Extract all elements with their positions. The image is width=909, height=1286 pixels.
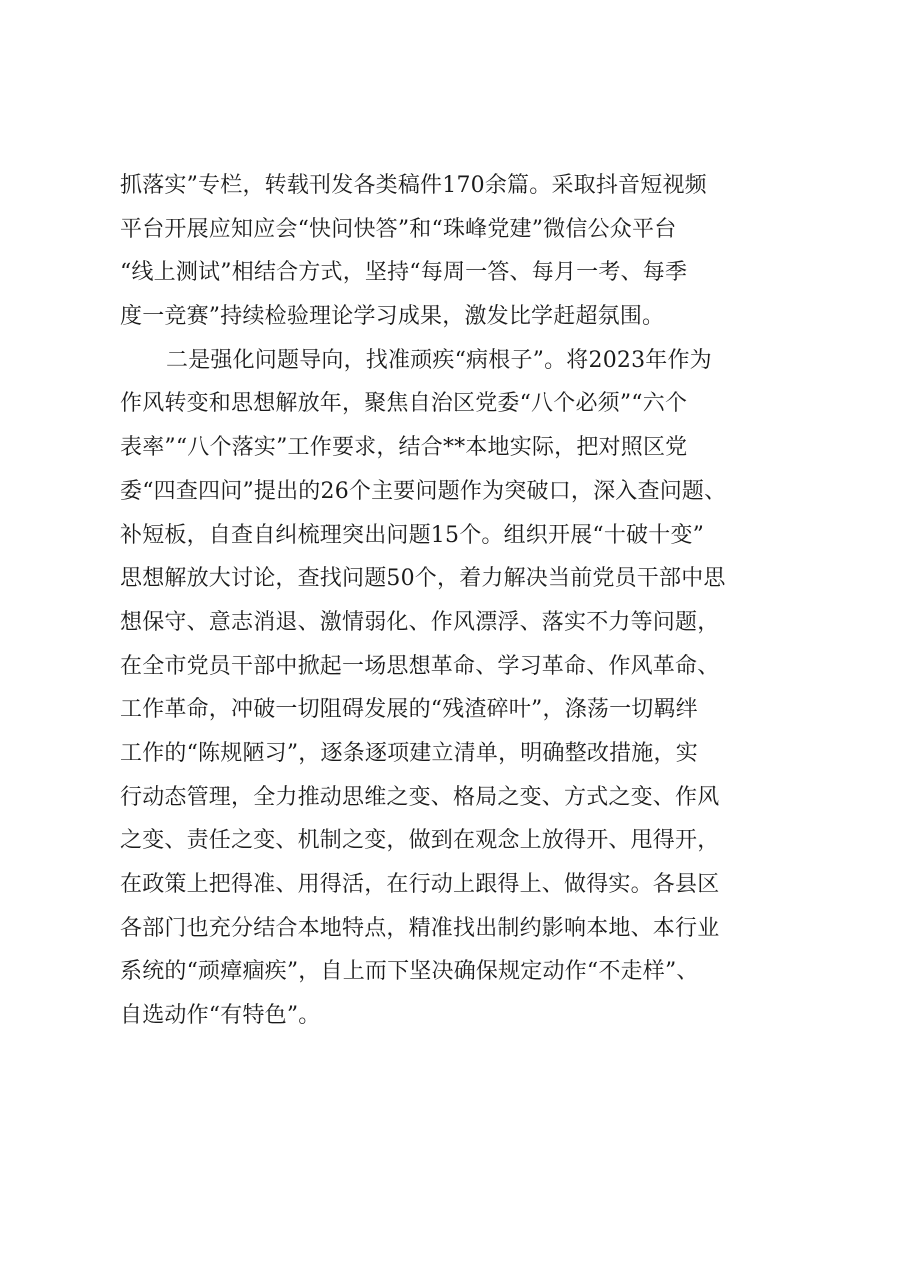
- text-line: 表率”“八个落实”工作要求，结合**本地实际，把对照区党: [120, 435, 688, 461]
- body-text: [120, 164, 800, 1038]
- paragraph-start-line: 二是强化问题导向，找准顽疾“病根子”。将2023年作为: [166, 347, 712, 373]
- text-line: 补短板，自查自纠梳理突出问题15个。组织开展“十破十变”: [120, 522, 705, 548]
- text-line: 度一竞赛”持续检验理论学习成果，激发比学赶超氛围。: [120, 304, 665, 330]
- text-line: 平台开展应知应会“快问快答”和“珠峰党建”微信公众平台: [120, 216, 677, 242]
- text-line: 自选动作“有特色”。: [120, 1003, 321, 1029]
- text-line: 思想解放大讨论，查找问题50个，着力解决当前党员干部中思: [120, 566, 726, 592]
- text-line: 行动态管理，全力推动思维之变、格局之变、方式之变、作风: [120, 784, 720, 810]
- text-line: 工作的“陈规陋习”，逐条逐项建立清单，明确整改措施，实: [120, 740, 698, 766]
- text-line: 想保守、意志消退、激情弱化、作风漂浮、落实不力等问题，: [120, 609, 720, 635]
- text-line: 在全市党员干部中掀起一场思想革命、学习革命、作风革命、: [120, 653, 720, 679]
- text-line: 委“四查四问”提出的26个主要问题作为突破口，深入查问题、: [120, 478, 727, 504]
- text-line: “线上测试”相结合方式，坚持“每周一答、每月一考、每季: [120, 260, 688, 286]
- text-line: 之变、责任之变、机制之变，做到在观念上放得开、甩得开，: [120, 828, 720, 854]
- text-line: 抓落实”专栏，转载刊发各类稿件170余篇。采取抖音短视频: [120, 173, 707, 198]
- text-line: 在政策上把得准、用得活，在行动上跟得上、做得实。各县区: [120, 872, 720, 897]
- text-line: 各部门也充分结合本地特点，精准找出制约影响本地、本行业: [120, 915, 720, 941]
- text-line: 作风转变和思想解放年，聚焦自治区党委“八个必须”“六个: [120, 391, 688, 417]
- text-line: 系统的“顽瘴痼疾”，自上而下坚决确保规定动作“不走样”、: [120, 959, 699, 985]
- text-line: 工作革命，冲破一切阻碍发展的“残渣碎叶”，涤荡一切羁绊: [120, 697, 698, 723]
